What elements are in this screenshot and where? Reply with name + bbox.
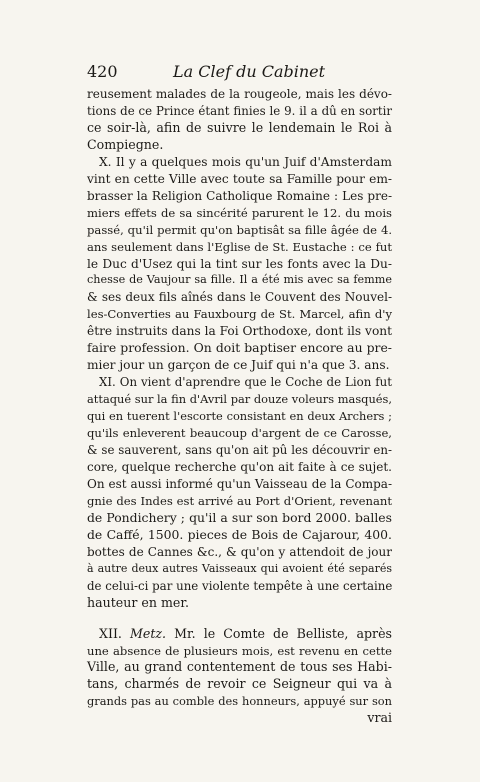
section-number: XII. bbox=[99, 625, 122, 641]
text-line: le Duc d'Usez qui la tint sur les fonts avec la Du- bbox=[87, 256, 392, 271]
text-line: & ses deux fils aînés dans le Couvent des Nouvel- bbox=[87, 290, 392, 305]
running-title: La Clef du Cabinet bbox=[173, 62, 326, 81]
paragraph bbox=[87, 154, 392, 374]
text-line: attaqué sur la fin d'Avril par douze voleurs masqués, bbox=[87, 392, 392, 407]
text-line: une absence de plusieurs mois, est revenu en cette bbox=[87, 643, 392, 658]
paragraph bbox=[87, 626, 392, 728]
text-line: qui en tuerent l'escorte consistant en deux Archers ; bbox=[87, 409, 392, 424]
line-text: Mr. le Comte de Belliste, après bbox=[174, 625, 392, 641]
text-line: & se sauverent, sans qu'on ait pû les découvrir en- bbox=[87, 443, 392, 458]
text-line: X. Il y a quelques mois qu'un Juif d'Amsterdam bbox=[99, 154, 392, 169]
text-line: qu'ils enleverent beaucoup d'argent de ce Carosse, bbox=[87, 426, 392, 441]
text-line: hauteur en mer. bbox=[87, 594, 189, 610]
text-line: mier jour un garçon de ce Juif qui n'a que 3. ans. bbox=[87, 358, 390, 373]
text-line: ce soir-là, afin de suivre le lendemain le Roi à bbox=[87, 119, 392, 135]
text-line: XI. On vient d'aprendre que le Coche de Lion fut bbox=[99, 375, 392, 390]
page-body bbox=[87, 86, 392, 727]
text-line: à autre deux autres Vaisseaux qui avoient été separés bbox=[87, 561, 392, 575]
page-header bbox=[87, 62, 392, 84]
text-line: de celui-ci par une violente tempête à une certaine bbox=[87, 578, 393, 593]
text-line: grands pas au comble des honneurs, appuyé sur son bbox=[87, 694, 392, 709]
paragraph bbox=[87, 374, 392, 611]
text-line: Ville, au grand contentement de tous ses Habi- bbox=[87, 659, 392, 675]
page-number: 420 bbox=[87, 62, 118, 81]
paragraph bbox=[87, 86, 392, 154]
text-line bbox=[87, 626, 392, 643]
text-line: faire profession. On doit baptiser encore au pre- bbox=[87, 340, 392, 356]
text-line: reusement malades de la rougeole, mais les dévo- bbox=[87, 87, 392, 101]
text-line: On est aussi informé qu'un Vaisseau de la Compa- bbox=[87, 476, 392, 491]
text-line: de Pondichery ; qu'il a sur son bord 2000. balles bbox=[87, 509, 392, 525]
text-line: chesse de Vaujour sa fille. Il a été mis avec sa femme bbox=[87, 273, 392, 287]
text-line: brasser la Religion Catholique Romaine : Les pre- bbox=[87, 188, 392, 203]
text-line: gnie des Indes est arrivé au Port d'Orient, revenant bbox=[87, 493, 392, 508]
text-line: core, quelque recherche qu'on ait faite à ce sujet. bbox=[87, 459, 392, 474]
dateline-place: Metz. bbox=[130, 625, 167, 641]
text-line: les-Converties au Fauxbourg de St. Marcel, afin d'y bbox=[87, 307, 392, 322]
catchword: vrai bbox=[367, 710, 392, 726]
text-line: bottes de Cannes &c., & qu'on y attendoit de jour bbox=[87, 544, 392, 559]
text-line: tans, charmés de revoir ce Seigneur qui va à bbox=[87, 676, 392, 692]
text-line: tions de ce Prince étant finies le 9. il a dû en sortir bbox=[87, 103, 392, 118]
text-line: de Caffé, 1500. pieces de Bois de Cajarour, 400. bbox=[87, 526, 392, 542]
text-line: passé, qu'il permit qu'on baptisât sa fille âgée de 4. bbox=[87, 222, 392, 237]
paragraph-gap bbox=[87, 612, 392, 626]
text-line: miers effets de sa sincérité parurent le 12. du mois bbox=[87, 205, 392, 220]
text-line: être instruits dans la Foi Orthodoxe, dont ils vont bbox=[87, 324, 393, 339]
text-line: Compiegne. bbox=[87, 136, 164, 152]
text-line: ans seulement dans l'Eglise de St. Eustache : ce fut bbox=[87, 239, 392, 254]
text-line: vint en cette Ville avec toute sa Famille pour em- bbox=[87, 171, 392, 186]
